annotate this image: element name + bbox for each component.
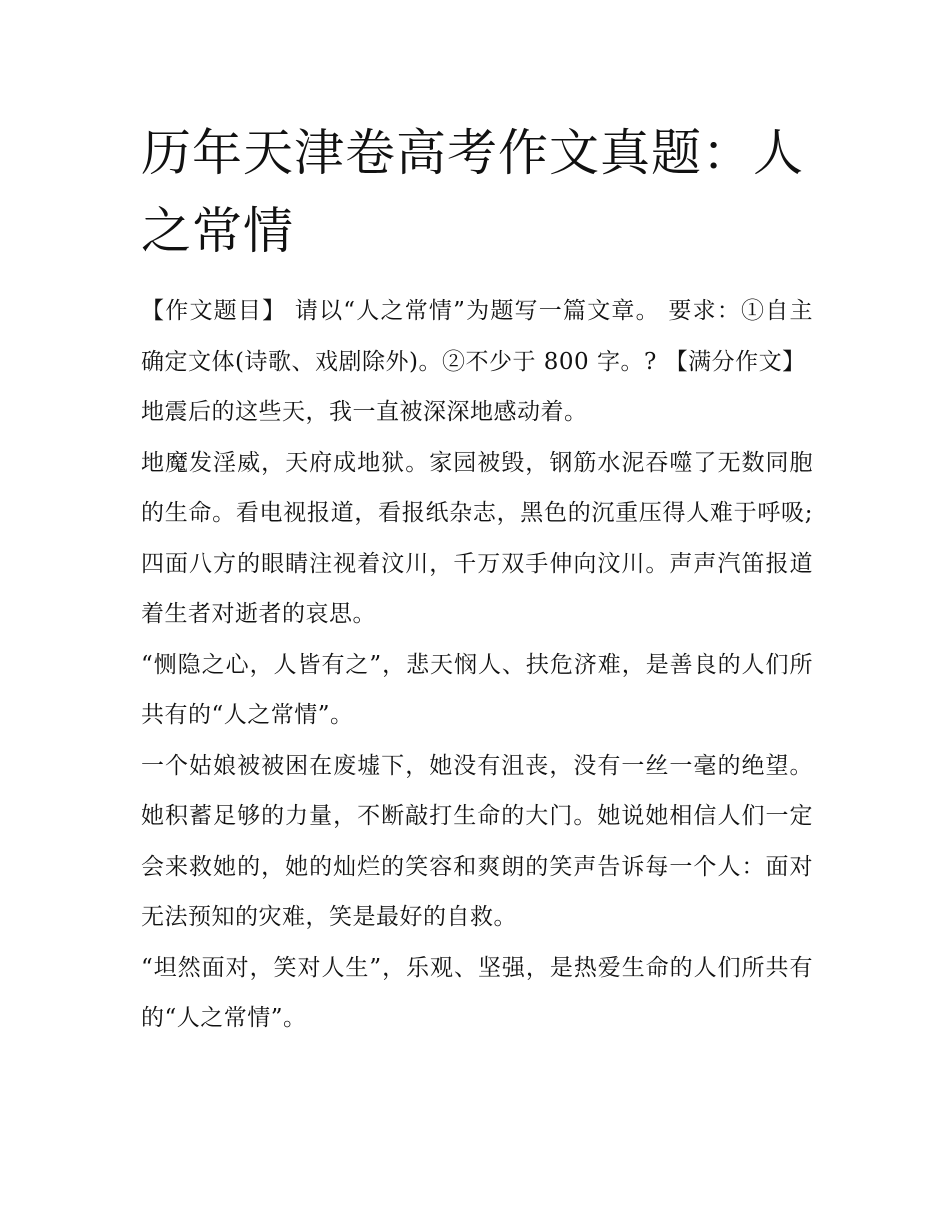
paragraph: 一个姑娘被被困在废墟下，她没有沮丧，没有一丝一毫的绝望。她积蓄足够的力量，不断敲打生命的大门。她说她相信人们一定会来救她的，她的灿烂的笑容和爽朗的笑声告诉每一个人：面对无法预知的灾难，笑是最好的自救。 (141, 752, 813, 930)
paragraph-prompt: 【作文题目】 请以“人之常情”为题写一篇文章。 要求：①自主确定文体(诗歌、戏剧除外)。②不少于 800 字。? 【满分作文】 (141, 298, 813, 375)
paragraph: 地震后的这些天，我一直被深深地感动着。 (141, 399, 588, 425)
paragraph: 地魔发淫威，天府成地狱。家园被毁，钢筋水泥吞噬了无数同胞的生命。看电视报道，看报纸杂志，黑色的沉重压得人难于呼吸;四面八方的眼睛注视着汶川，千万双手伸向汶川。声声汽笛报道着生者对逝者的哀思。 (141, 449, 813, 627)
document-body (141, 114, 813, 1044)
paragraph: “坦然面对，笑对人生”，乐观、坚强，是热爱生命的人们所共有的“人之常情”。 (141, 954, 813, 1031)
document-title: 历年天津卷高考作文真题：人之常情 (141, 124, 804, 260)
paragraph: “恻隐之心，人皆有之”，悲天悯人、扶危济难，是善良的人们所共有的“人之常情”。 (141, 651, 813, 728)
